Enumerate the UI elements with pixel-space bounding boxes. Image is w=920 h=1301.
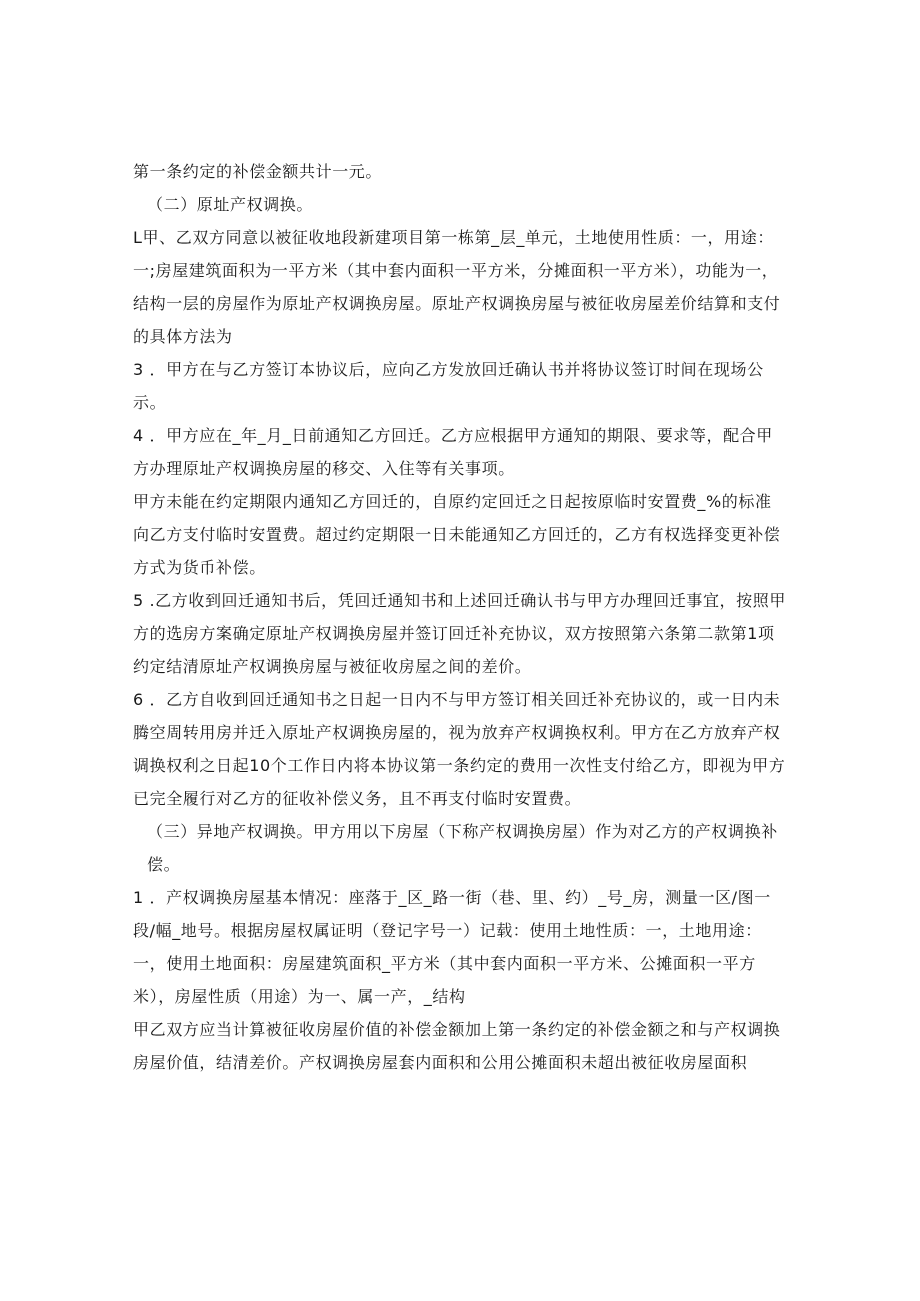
paragraph-compensation-total: 第一条约定的补偿金额共计一元。	[133, 162, 383, 181]
paragraph-clause-4: 4 ．甲方应在_年_月_日前通知乙方回迁。乙方应根据甲方通知的期限、要求等，配合甲方办理原址产权调换房屋的移交、入住等有关事项。	[133, 426, 773, 478]
paragraph-clause-1: L甲、乙双方同意以被征收地段新建项目第一栋第_层_单元，土地使用性质：一，用途：一;房屋建筑面积为一平方米（其中套内面积一平方米，分摊面积一平方米），功能为一，结构一层的房屋作为原址产权调换房屋。原址产权调换房屋与被征收房屋差价结算和支付的具体方法为	[133, 228, 781, 346]
document-body	[133, 155, 788, 1079]
paragraph-price-settlement: 甲乙双方应当计算被征收房屋价值的补偿金额加上第一条约定的补偿金额之和与产权调换房屋价值，结清差价。产权调换房屋套内面积和公用公摊面积未超出被征收房屋面积	[133, 1020, 781, 1072]
section-heading-on-site-exchange: （二）原址产权调换。	[147, 195, 314, 214]
paragraph-property-details: 1 ．产权调换房屋基本情况：座落于_区_路一街（巷、里、约）_号_房，测量一区/图一段/幅_地号。根据房屋权属证明（登记字号一）记载：使用土地性质：一，土地用途：一，使用土地面积：房屋建筑面积_平方米（其中套内面积一平方米、公摊面积一平方米），房屋性质（用途）为一、属一产，_结构	[133, 888, 771, 1006]
paragraph-clause-3: 3 ．甲方在与乙方签订本协议后，应向乙方发放回迁确认书并将协议签订时间在现场公示。	[133, 360, 764, 412]
paragraph-clause-5: 5 .乙方收到回迁通知书后，凭回迁通知书和上述回迁确认书与甲方办理回迁事宜，按照甲方的选房方案确定原址产权调换房屋并签订回迁补充协议，双方按照第六条第二款第1项约定结清原址产权调换房屋与被征收房屋之间的差价。	[133, 591, 786, 676]
section-heading-off-site-exchange: （三）异地产权调换。甲方用以下房屋（下称产权调换房屋）作为对乙方的产权调换补偿。	[147, 822, 778, 874]
paragraph-clause-6: 6 ．乙方自收到回迁通知书之日起一日内不与甲方签订相关回迁补充协议的，或一日内未腾空周转用房并迁入原址产权调换房屋的，视为放弃产权调换权利。甲方在乙方放弃产权调换权利之日起10个工作日内将本协议第一条约定的费用一次性支付给乙方，即视为甲方已完全履行对乙方的征收补偿义务，且不再支付临时安置费。	[133, 690, 786, 808]
paragraph-delay-terms: 甲方未能在约定期限内通知乙方回迁的，自原约定回迁之日起按原临时安置费_%的标准向乙方支付临时安置费。超过约定期限一日未能通知乙方回迁的，乙方有权选择变更补偿方式为货币补偿。	[133, 492, 781, 577]
